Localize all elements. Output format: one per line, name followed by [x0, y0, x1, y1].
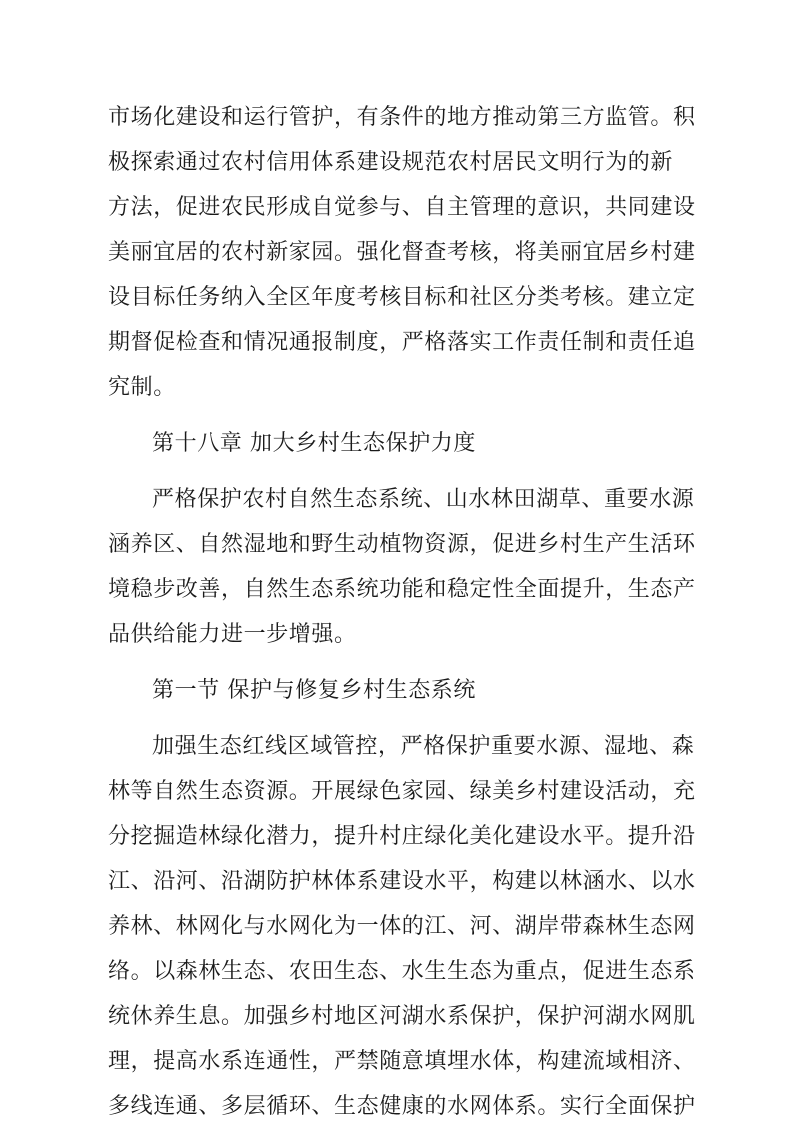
paragraph-line: 统休养生息。加强乡村地区河湖水系保护，保护河湖水网肌: [108, 1004, 696, 1029]
paragraph-line: 品供给能力进一步增强。: [108, 622, 357, 647]
paragraph-line: 究制。: [108, 375, 176, 400]
paragraph-line: 涵养区、自然湿地和野生动植物资源，促进乡村生产生活环: [108, 532, 696, 557]
chapter-heading: 第十八章 加大乡村生态保护力度: [152, 431, 476, 456]
paragraph-line: 分挖掘造林绿化潜力，提升村庄绿化美化建设水平。提升沿: [108, 824, 696, 849]
paragraph-line: 极探索通过农村信用体系建设规范农村居民文明行为的新: [108, 150, 674, 175]
paragraph-line: 络。以森林生态、农田生态、水生生态为重点，促进生态系: [108, 959, 696, 984]
paragraph-line: 理，提高水系连通性，严禁随意填埋水体，构建流域相济、: [108, 1049, 696, 1074]
paragraph-line: 加强生态红线区域管控，严格保护重要水源、湿地、森: [152, 734, 695, 759]
paragraph-line: 方法，促进农民形成自觉参与、自主管理的意识，共同建设: [108, 195, 696, 220]
paragraph-line: 境稳步改善，自然生态系统功能和稳定性全面提升，生态产: [108, 577, 696, 602]
paragraph-line: 设目标任务纳入全区年度考核目标和社区分类考核。建立定: [108, 285, 696, 310]
paragraph-line: 多线连通、多层循环、生态健康的水网体系。实行全面保护: [108, 1094, 696, 1119]
paragraph-line: 期督促检查和情况通报制度，严格落实工作责任制和责任追: [108, 330, 696, 355]
paragraph-line: 严格保护农村自然生态系统、山水林田湖草、重要水源: [152, 487, 695, 512]
paragraph-line: 美丽宜居的农村新家园。强化督查考核，将美丽宜居乡村建: [108, 240, 696, 265]
section-heading: 第一节 保护与修复乡村生态系统: [152, 678, 476, 703]
paragraph-line: 养林、林网化与水网化为一体的江、河、湖岸带森林生态网: [108, 914, 696, 939]
paragraph-line: 市场化建设和运行管护，有条件的地方推动第三方监管。积: [108, 105, 696, 130]
paragraph-line: 江、沿河、沿湖防护林体系建设水平，构建以林涵水、以水: [108, 869, 696, 894]
paragraph-line: 林等自然生态资源。开展绿色家园、绿美乡村建设活动，充: [108, 779, 696, 804]
